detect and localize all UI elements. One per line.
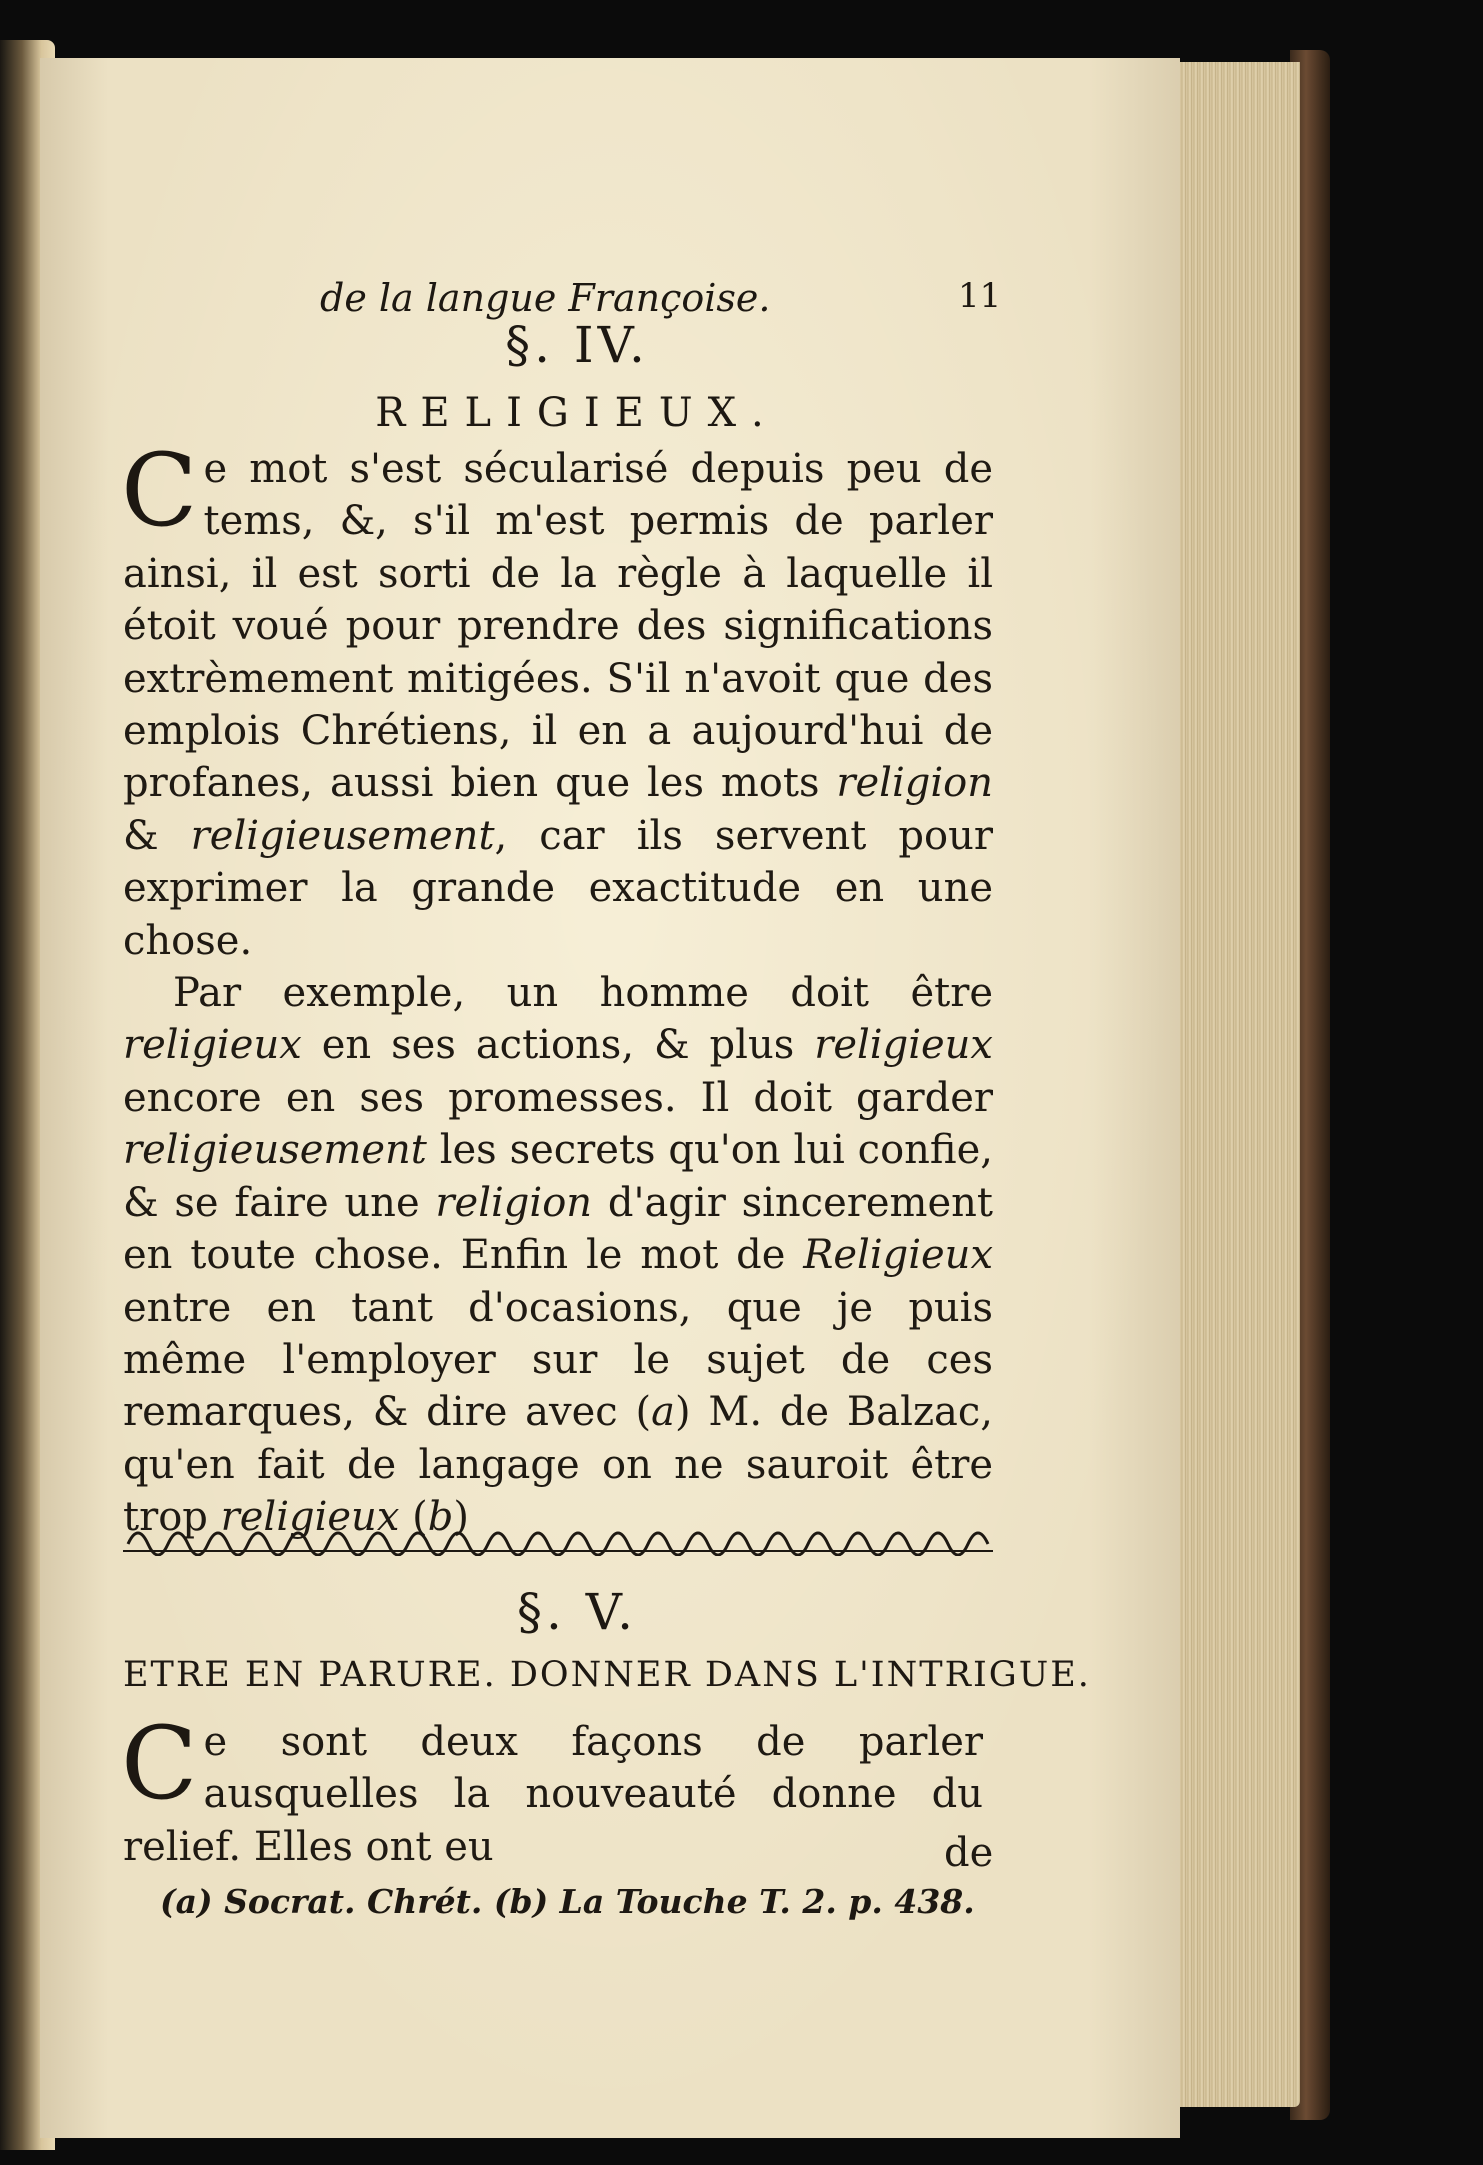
section-iv-heading: §. IV. (505, 316, 649, 374)
section-v-body (121, 1705, 983, 1873)
running-head: de la langue Françoise. (320, 276, 771, 320)
section-iv-body (121, 432, 993, 1544)
dropcap: C (121, 1705, 198, 1822)
footnote: (a) Socrat. Chrét. (b) La Touche T. 2. p. 438. (160, 1882, 975, 1921)
section-v-heading: §. V. (516, 1583, 638, 1641)
section-iv-paragraph-2: Par exemple, un homme doit être religieux en ses actions, & plus religieux encore en ses promesses. Il doit garder religieusement les secrets qu'on lui confie, & se faire une religion d'agir sincerement en toute chose. Enfin le mot de Religieux entre en tant d'ocasions, que je puis même l'employer sur le sujet de ces remarques, & dire avec (a) M. de Balzac, qu'en fait de langage on ne sauroit être trop religieux (b) (123, 970, 993, 1541)
ornamental-divider (123, 1518, 993, 1556)
section-v-title: ETRE EN PARURE. DONNER DANS L'INTRIGUE. (123, 1655, 1091, 1695)
book-page (40, 58, 1180, 2138)
section-iv-title: RELIGIEUX. (375, 390, 779, 436)
section-iv-paragraph-1: Ce mot s'est sécularisé depuis peu de tems, &, s'il m'est permis de parler ainsi, il est sorti de la règle à laquelle il étoit voué pour prendre des significations extrèmement mitigées. S'il n'avoit que des emplois Chrétiens, il en a aujourd'hui de profanes, aussi bien que les mots religion & religieusement, car ils servent pour exprimer la grande exactitude en une chose. (121, 432, 993, 964)
page-fore-edge (1180, 62, 1300, 2107)
section-v-paragraph-1: Ce sont deux façons de parler ausquelles la nouveauté donne du relief. Elles ont eu (121, 1705, 983, 1870)
dropcap: C (121, 432, 198, 549)
page-number: 11 (958, 276, 1002, 316)
catchword: de (944, 1830, 994, 1876)
